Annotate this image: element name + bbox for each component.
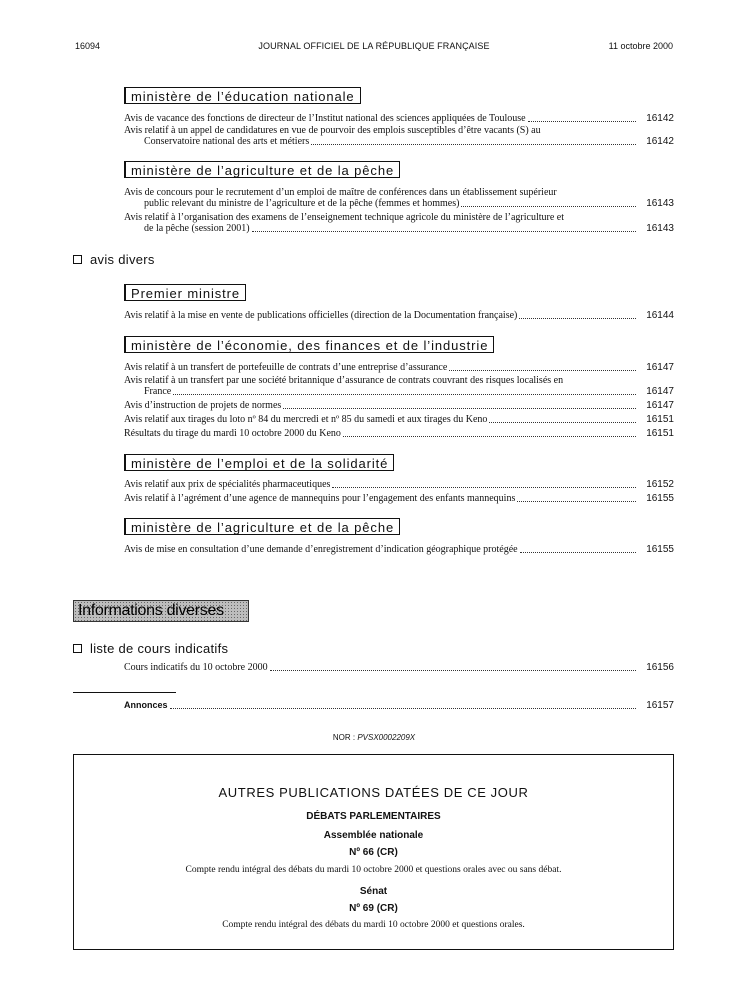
toc-entry[interactable]: Avis relatif aux prix de spécialités pharmaceutiques 16152	[124, 479, 674, 490]
heading-agriculture: ministère de l’agriculture et de la pêche	[124, 161, 400, 178]
page-ref: 16152	[646, 479, 674, 490]
assemblee-number: Nº 66 (CR)	[349, 847, 398, 858]
page-ref: 16142	[646, 136, 674, 147]
nor-reference: NOR : PVSX0002209X	[332, 733, 416, 742]
toc-entry[interactable]: Avis relatif à l’agrément d’une agence de mannequins pour l’engagement des enfants mannequins 16155	[124, 493, 674, 504]
toc-entry-annonces[interactable]: Annonces 16157	[124, 700, 674, 711]
page-ref: 16147	[646, 362, 674, 373]
toc-entry[interactable]: Avis relatif à l’organisation des examens de l’enseignement technique agricole du ministère de l’agriculture et de la pêche (session 2001) 16143	[124, 212, 674, 234]
page-ref: 16155	[646, 544, 674, 555]
heading-emploi: ministère de l’emploi et de la solidarité	[124, 454, 394, 471]
heading-informations-diverses: Informations diverses	[73, 600, 249, 622]
page-ref: 16147	[646, 386, 674, 397]
toc-entry[interactable]: Avis relatif à la mise en vente de publications officielles (direction de la Documentation française) 16144	[124, 310, 674, 321]
checkbox-icon	[73, 644, 82, 653]
senat-number: Nº 69 (CR)	[349, 903, 398, 914]
heading-economie: ministère de l’économie, des finances et de l’industrie	[124, 336, 494, 353]
toc-entry[interactable]: Cours indicatifs du 10 octobre 2000 16156	[124, 662, 674, 673]
toc-entry[interactable]: Avis relatif à un transfert de portefeuille de contrats d’une entreprise d’assurance 16147	[124, 362, 674, 373]
toc-entry[interactable]: Avis d’instruction de projets de normes 16147	[124, 400, 674, 411]
page-ref: 16144	[646, 310, 674, 321]
heading-premier-ministre: Premier ministre	[124, 284, 246, 301]
page-ref: 16147	[646, 400, 674, 411]
page-ref: 16157	[646, 700, 674, 711]
page-ref: 16151	[646, 428, 674, 439]
issue-date: 11 octobre 2000	[608, 41, 673, 51]
page-ref: 16143	[646, 198, 674, 209]
senat-text: Compte rendu intégral des débats du mardi 10 octobre 2000 et questions orales.	[222, 920, 525, 930]
autres-publications-box	[73, 754, 674, 950]
toc-entry[interactable]: Avis relatif à un appel de candidatures en vue de pourvoir des emplois susceptibles d’être vacants (S) au Conservatoire national des arts et métiers 16142	[124, 125, 674, 147]
divider	[73, 692, 176, 693]
checkbox-icon	[73, 255, 82, 264]
box-subtitle: DÉBATS PARLEMENTAIRES	[306, 811, 441, 822]
toc-entry[interactable]: Avis relatif aux tirages du loto nº 84 du mercredi et nº 85 du samedi et aux tirages du Keno 16151	[124, 414, 674, 425]
page-ref: 16155	[646, 493, 674, 504]
assemblee-text: Compte rendu intégral des débats du mardi 10 octobre 2000 et questions orales avec ou sans débat.	[185, 865, 562, 875]
page-ref: 16151	[646, 414, 674, 425]
page-ref: 16143	[646, 223, 674, 234]
toc-entry[interactable]: Avis de vacance des fonctions de directeur de l’Institut national des sciences appliquées de Toulouse 16142	[124, 113, 674, 124]
journal-title: JOURNAL OFFICIEL DE LA RÉPUBLIQUE FRANÇAISE	[258, 41, 490, 51]
senat-label: Sénat	[359, 886, 388, 897]
page-ref: 16156	[646, 662, 674, 673]
assemblee-label: Assemblée nationale	[323, 830, 424, 841]
toc-entry[interactable]: Résultats du tirage du mardi 10 octobre 2000 du Keno 16151	[124, 428, 674, 439]
heading-agriculture: ministère de l’agriculture et de la pêche	[124, 518, 400, 535]
toc-entry[interactable]: Avis de concours pour le recrutement d’un emploi de maître de conférences dans un établissement supérieur public relevant du ministre de l’agriculture et de la pêche (femmes et hommes) 16143	[124, 187, 674, 209]
toc-entry[interactable]: Avis relatif à un transfert par une société britannique d’assurance de contrats couvrant des risques localisés en France 16147	[124, 375, 674, 397]
page-ref: 16142	[646, 113, 674, 124]
page-number: 16094	[75, 41, 101, 51]
heading-education: ministère de l’éducation nationale	[124, 87, 361, 104]
toc-entry[interactable]: Avis de mise en consultation d’une demande d’enregistrement d’indication géographique protégée 16155	[124, 544, 674, 555]
section-cours-indicatifs: liste de cours indicatifs	[73, 641, 228, 656]
box-title: AUTRES PUBLICATIONS DATÉES DE CE JOUR	[218, 785, 529, 800]
section-avis-divers: avis divers	[73, 252, 155, 267]
